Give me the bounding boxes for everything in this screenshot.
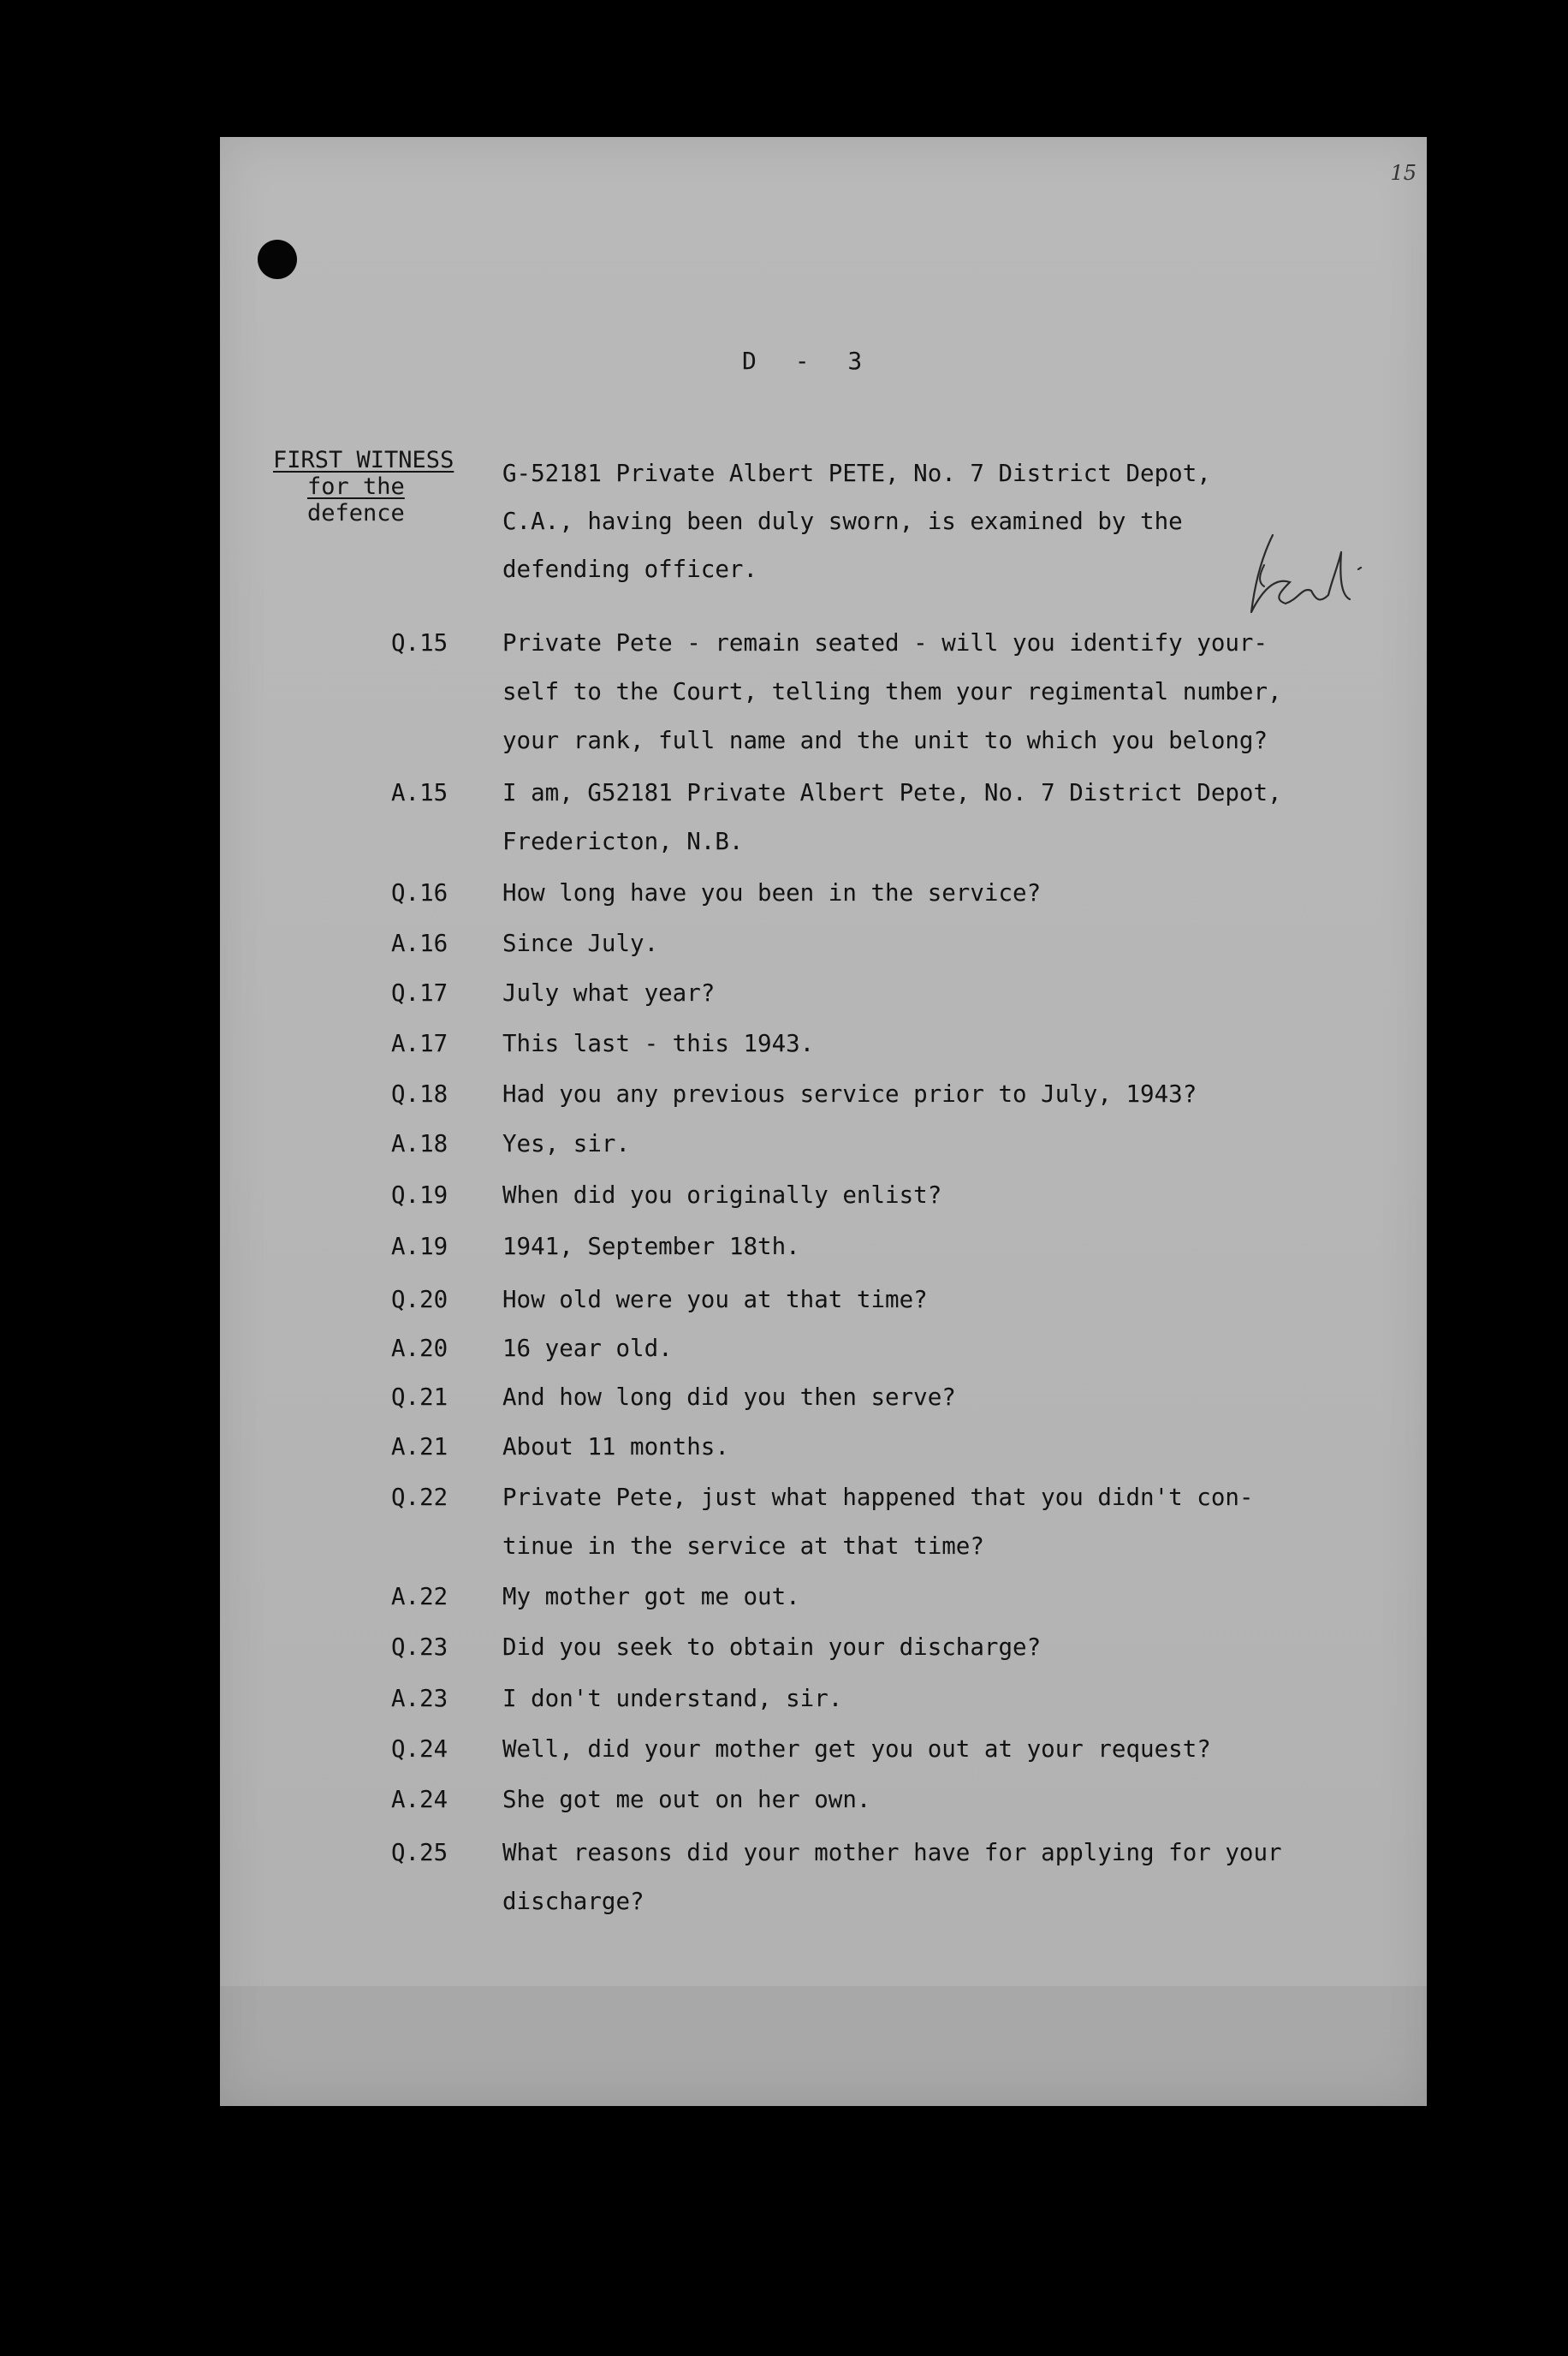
qa-text: Did you seek to obtain your discharge? <box>502 1633 1042 1661</box>
qa-label: Q.19 <box>391 1181 448 1209</box>
qa-label: Q.17 <box>391 979 448 1007</box>
qa-label: A.16 <box>391 930 448 957</box>
qa-text: She got me out on her own. <box>502 1786 871 1813</box>
qa-text: What reasons did your mother have for applying for your discharge? <box>502 1839 1282 1915</box>
qa-label: Q.20 <box>391 1286 448 1313</box>
qa-text: How old were you at that time? <box>502 1286 928 1313</box>
qa-label: A.20 <box>391 1335 448 1362</box>
qa-label: Q.23 <box>391 1633 448 1661</box>
qa-list <box>220 137 1427 2106</box>
qa-text: Had you any previous service prior to July, 1943? <box>502 1080 1197 1108</box>
document-page <box>220 137 1427 2106</box>
witness-label-line3: defence <box>307 500 405 527</box>
qa-text: When did you originally enlist? <box>502 1181 942 1209</box>
qa-label: A.24 <box>391 1786 448 1813</box>
qa-label: Q.22 <box>391 1484 448 1511</box>
qa-text: Well, did your mother get you out at your request? <box>502 1735 1211 1763</box>
qa-label: A.21 <box>391 1433 448 1461</box>
qa-text: Private Pete, just what happened that you didn't con- tinue in the service at that time? <box>502 1484 1254 1560</box>
witness-label-line2: for the <box>307 473 405 500</box>
qa-text: Private Pete - remain seated - will you identify your- self to the Court, telling them your regimental number, your rank, full name and the unit to which you belong? <box>502 629 1282 754</box>
qa-label: Q.24 <box>391 1735 448 1763</box>
qa-label: Q.16 <box>391 879 448 907</box>
qa-text: I don't understand, sir. <box>502 1685 843 1712</box>
page-number: D - 3 <box>742 347 875 375</box>
qa-label: A.18 <box>391 1130 448 1157</box>
qa-text: Yes, sir. <box>502 1130 631 1157</box>
qa-label: A.23 <box>391 1685 448 1712</box>
qa-text: And how long did you then serve? <box>502 1383 956 1411</box>
qa-label: A.19 <box>391 1233 448 1260</box>
qa-text: July what year? <box>502 979 716 1007</box>
qa-label: Q.25 <box>391 1839 448 1866</box>
qa-label: A.22 <box>391 1583 448 1610</box>
qa-label: Q.15 <box>391 629 448 657</box>
qa-text: This last - this 1943. <box>502 1030 815 1057</box>
qa-text: About 11 months. <box>502 1433 729 1461</box>
qa-text: 1941, September 18th. <box>502 1233 800 1260</box>
qa-label: A.17 <box>391 1030 448 1057</box>
qa-label: Q.18 <box>391 1080 448 1108</box>
witness-intro: G-52181 Private Albert PETE, No. 7 District Depot, C.A., having been duly sworn, is examined by the defending officer. <box>502 460 1211 583</box>
qa-text: 16 year old. <box>502 1335 673 1362</box>
qa-text: How long have you been in the service? <box>502 879 1042 907</box>
qa-label: A.15 <box>391 779 448 806</box>
qa-text: Since July. <box>502 930 659 957</box>
qa-text: My mother got me out. <box>502 1583 800 1610</box>
witness-label-line1: FIRST WITNESS <box>273 447 454 473</box>
qa-label: Q.21 <box>391 1383 448 1411</box>
corner-page-mark: 15 <box>1390 161 1417 185</box>
qa-text: I am, G52181 Private Albert Pete, No. 7 District Depot, Fredericton, N.B. <box>502 779 1282 855</box>
